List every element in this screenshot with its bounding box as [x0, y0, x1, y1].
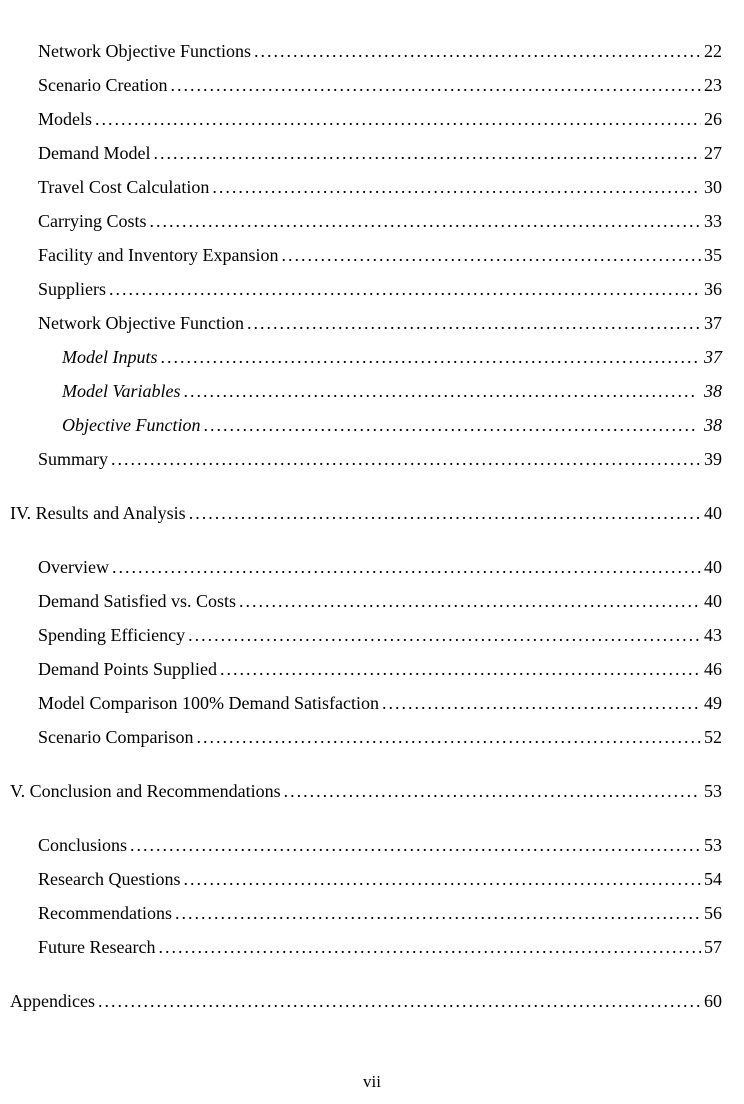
dot-leader [183, 862, 701, 896]
toc-entry [10, 204, 722, 238]
toc-entry-label: Future Research [38, 937, 156, 957]
toc-entry-page: 33 [704, 211, 722, 231]
toc-entry-page: 39 [704, 449, 722, 469]
dot-leader [175, 896, 701, 930]
toc-list [10, 34, 722, 1018]
toc-entry [10, 930, 722, 964]
toc-entry [10, 550, 722, 584]
toc-entry-label: Scenario Comparison [38, 727, 194, 747]
dot-leader [130, 828, 701, 862]
dot-leader [112, 550, 701, 584]
toc-entry-label: Demand Satisfied vs. Costs [38, 591, 236, 611]
toc-entry [10, 686, 722, 720]
page-number-footer: vii [363, 1072, 381, 1091]
toc-entry [10, 374, 722, 408]
dot-leader [281, 238, 701, 272]
toc-entry [10, 584, 722, 618]
toc-entry-page: 60 [704, 991, 722, 1011]
toc-entry-page: 46 [704, 659, 722, 679]
dot-leader [109, 272, 701, 306]
toc-entry [10, 340, 722, 374]
toc-entry-label: Travel Cost Calculation [38, 177, 210, 197]
toc-entry-label: Overview [38, 557, 109, 577]
toc-entry-label: Recommendations [38, 903, 172, 923]
dot-leader [382, 686, 701, 720]
toc-entry-label: Suppliers [38, 279, 107, 299]
toc-entry [10, 774, 722, 808]
toc-entry-label: V. Conclusion and Recommendations [10, 781, 281, 801]
toc-entry-label: Demand Model [38, 143, 151, 163]
toc-entry-page: 57 [704, 937, 722, 957]
toc-entry-label: Conclusions [38, 835, 128, 855]
toc-entry [10, 170, 722, 204]
toc-entry-label: Model Variables [62, 381, 181, 401]
toc-entry [10, 442, 722, 476]
toc-entry [10, 102, 722, 136]
toc-entry-page: 40 [704, 503, 722, 523]
dot-leader [150, 204, 701, 238]
toc-entry-page: 53 [704, 781, 722, 801]
toc-entry-label: Model Comparison 100% Demand Satisfaction [38, 693, 379, 713]
toc-entry-page: 35 [704, 245, 722, 265]
toc-entry-page: 40 [704, 591, 722, 611]
toc-entry-label: Model Inputs [62, 347, 158, 367]
toc-entry [10, 34, 722, 68]
toc-entry-label: Facility and Inventory Expansion [38, 245, 279, 265]
toc-entry-label: Demand Points Supplied [38, 659, 217, 679]
dot-leader [254, 34, 701, 68]
toc-entry-page: 56 [704, 903, 722, 923]
toc-entry-label: Spending Efficiency [38, 625, 186, 645]
toc-entry-page: 49 [704, 693, 722, 713]
toc-entry-page: 53 [704, 835, 722, 855]
toc-entry-label: Summary [38, 449, 108, 469]
dot-leader [160, 340, 697, 374]
toc-entry-label: IV. Results and Analysis [10, 503, 186, 523]
toc-entry [10, 652, 722, 686]
dot-leader [284, 774, 701, 808]
toc-entry [10, 306, 722, 340]
toc-entry-label: Research Questions [38, 869, 181, 889]
dot-leader [188, 618, 701, 652]
dot-leader [196, 720, 701, 754]
toc-entry-page: 54 [704, 869, 722, 889]
toc-entry [10, 68, 722, 102]
dot-leader [189, 496, 701, 530]
toc-entry-page: 40 [704, 557, 722, 577]
toc-entry-label: Objective Function [62, 415, 201, 435]
toc-entry [10, 136, 722, 170]
toc-entry [10, 828, 722, 862]
toc-entry-page: 38 [704, 381, 722, 401]
toc-entry-page: 23 [704, 75, 722, 95]
toc-entry [10, 984, 722, 1018]
dot-leader [203, 408, 697, 442]
toc-entry [10, 496, 722, 530]
toc-entry [10, 862, 722, 896]
toc-entry [10, 272, 722, 306]
dot-leader [98, 984, 701, 1018]
toc-entry [10, 408, 722, 442]
dot-leader [111, 442, 701, 476]
toc-entry-page: 37 [704, 347, 722, 367]
toc-entry-page: 30 [704, 177, 722, 197]
toc-entry-page: 27 [704, 143, 722, 163]
dot-leader [212, 170, 701, 204]
toc-entry [10, 618, 722, 652]
dot-leader [247, 306, 701, 340]
toc-entry-page: 38 [704, 415, 722, 435]
toc-entry-page: 26 [704, 109, 722, 129]
toc-entry-page: 52 [704, 727, 722, 747]
toc-entry [10, 896, 722, 930]
toc-entry-label: Network Objective Function [38, 313, 244, 333]
dot-leader [95, 102, 701, 136]
toc-entry [10, 238, 722, 272]
toc-entry-page: 36 [704, 279, 722, 299]
dot-leader [170, 68, 701, 102]
toc-entry-page: 43 [704, 625, 722, 645]
toc-entry-label: Scenario Creation [38, 75, 168, 95]
toc-entry-page: 37 [704, 313, 722, 333]
dot-leader [153, 136, 701, 170]
toc-entry-label: Carrying Costs [38, 211, 147, 231]
toc-entry-label: Appendices [10, 991, 95, 1011]
toc-entry-label: Models [38, 109, 92, 129]
dot-leader [220, 652, 701, 686]
dot-leader [158, 930, 701, 964]
dot-leader [239, 584, 701, 618]
toc-entry [10, 720, 722, 754]
toc-entry-label: Network Objective Functions [38, 41, 251, 61]
dot-leader [184, 374, 698, 408]
toc-entry-page: 22 [704, 41, 722, 61]
